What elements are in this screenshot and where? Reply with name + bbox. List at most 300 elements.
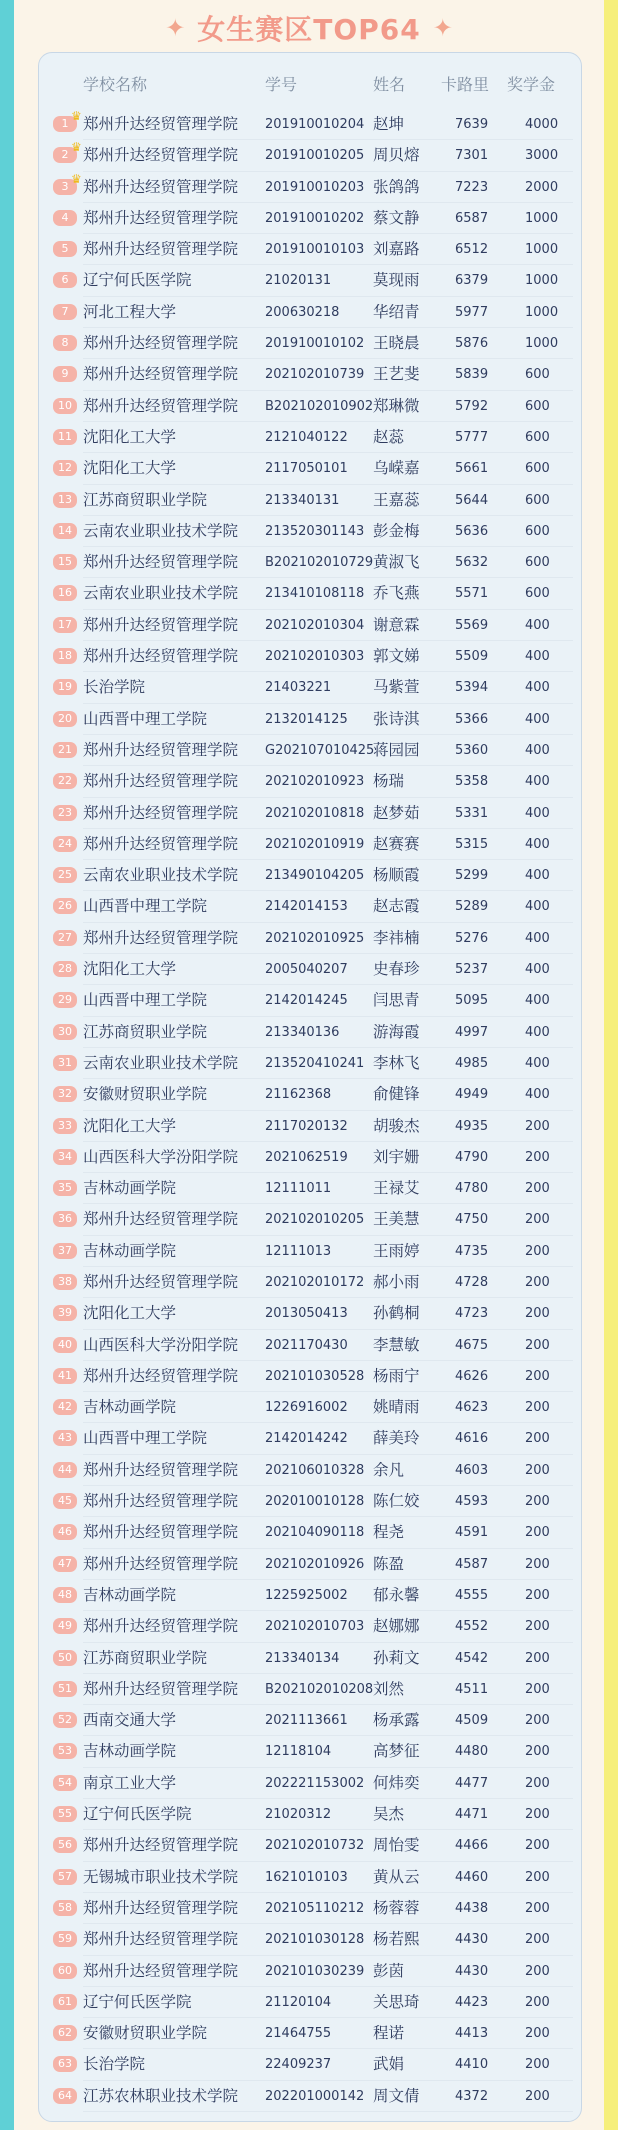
school-name: 郑州升达经贸管理学院 [83, 772, 239, 791]
rank-badge: 52 [53, 1712, 77, 1728]
calories-value: 4410 [455, 2057, 489, 2073]
school-name: 郑州升达经贸管理学院 [83, 1898, 239, 1917]
student-id: 202102010818 [265, 805, 365, 821]
table-row [39, 422, 581, 453]
award-value: 2000 [525, 179, 559, 195]
school-name: 郑州升达经贸管理学院 [83, 1272, 239, 1291]
calories-value: 4552 [455, 1619, 489, 1635]
calories-value: 4542 [455, 1650, 489, 1666]
student-id: 202101030239 [265, 1963, 365, 1979]
school-name: 郑州升达经贸管理学院 [83, 177, 239, 196]
school-name: 山西晋中理工学院 [83, 709, 208, 728]
rank-badge: 46 [53, 1524, 77, 1540]
student-id: 2005040207 [265, 962, 348, 978]
rank-badge: 60 [53, 1963, 77, 1979]
school-name: 山西医科大学汾阳学院 [83, 1335, 239, 1354]
school-name: 郑州升达经贸管理学院 [83, 1460, 239, 1479]
student-name: 郭文娣 [373, 647, 420, 666]
student-name: 王禄艾 [373, 1179, 420, 1198]
student-id: 202102010925 [265, 930, 365, 946]
rank-badge: 36 [53, 1211, 77, 1227]
student-id: 202102010926 [265, 1556, 365, 1572]
table-row [39, 1956, 581, 1987]
award-value: 200 [525, 1556, 550, 1572]
student-name: 赵娜娜 [373, 1617, 420, 1636]
title-bar [14, 6, 604, 50]
calories-value: 4509 [455, 1713, 489, 1729]
student-id: 202106010328 [265, 1462, 365, 1478]
student-name: 程诺 [373, 2024, 405, 2043]
award-value: 400 [525, 1055, 550, 1071]
calories-value: 6512 [455, 242, 489, 258]
award-value: 200 [525, 1368, 550, 1384]
student-name: 周贝熔 [373, 146, 420, 165]
award-value: 400 [525, 962, 550, 978]
student-id: 2142014245 [265, 993, 348, 1009]
student-name: 姚晴雨 [373, 1398, 420, 1417]
award-value: 400 [525, 868, 550, 884]
student-name: 薛美玲 [373, 1429, 420, 1448]
rank-badge: 18 [53, 648, 77, 664]
award-value: 600 [525, 555, 550, 571]
table-row [39, 1173, 581, 1204]
award-value: 200 [525, 1869, 550, 1885]
rank-badge: 3 [53, 179, 77, 195]
rank-badge: 35 [53, 1180, 77, 1196]
award-value: 200 [525, 1306, 550, 1322]
calories-value: 5977 [455, 304, 489, 320]
table-row [39, 985, 581, 1016]
student-id: 202101030528 [265, 1368, 365, 1384]
table-header [39, 71, 581, 99]
school-name: 江苏商贸职业学院 [83, 490, 208, 509]
student-id: 213340134 [265, 1650, 340, 1666]
student-name: 乔飞燕 [373, 584, 420, 603]
school-name: 沈阳化工大学 [83, 1304, 177, 1323]
table-row [39, 1705, 581, 1736]
award-value: 200 [525, 1494, 550, 1510]
student-name: 赵赛赛 [373, 834, 420, 853]
calories-value: 5394 [455, 680, 489, 696]
school-name: 郑州升达经贸管理学院 [83, 1554, 239, 1573]
calories-value: 4723 [455, 1306, 489, 1322]
school-name: 辽宁何氏医学院 [83, 1805, 192, 1824]
student-name: 莫现雨 [373, 271, 420, 290]
school-name: 辽宁何氏医学院 [83, 271, 192, 290]
student-name: 赵蕊 [373, 427, 405, 446]
school-name: 河北工程大学 [83, 302, 177, 321]
column-header-award: 奖学金 [507, 75, 556, 94]
school-name: 长治学院 [83, 2055, 146, 2074]
table-row [39, 1611, 581, 1642]
award-value: 600 [525, 492, 550, 508]
student-id: 202201000142 [265, 2088, 365, 2104]
student-id: 202102010739 [265, 367, 365, 383]
rank-badge: 33 [53, 1118, 77, 1134]
calories-value: 4949 [455, 1087, 489, 1103]
calories-value: 4735 [455, 1243, 489, 1259]
student-id: 213490104205 [265, 868, 365, 884]
student-id: 202221153002 [265, 1775, 365, 1791]
school-name: 郑州升达经贸管理学院 [83, 928, 239, 947]
table-row [39, 485, 581, 516]
rank-badge: 25 [53, 867, 77, 883]
student-name: 王艺斐 [373, 365, 420, 384]
calories-value: 4750 [455, 1212, 489, 1228]
calories-value: 4430 [455, 1963, 489, 1979]
award-value: 400 [525, 711, 550, 727]
student-name: 李祎楠 [373, 928, 420, 947]
student-name: 周怡雯 [373, 1836, 420, 1855]
leaderboard-card [38, 52, 582, 2122]
school-name: 江苏农林职业技术学院 [83, 2086, 239, 2105]
award-value: 200 [525, 1900, 550, 1916]
student-name: 闫思青 [373, 991, 420, 1010]
student-name: 杨顺霞 [373, 866, 420, 885]
award-value: 200 [525, 1274, 550, 1290]
student-name: 吴杰 [373, 1805, 405, 1824]
student-id: 201910010103 [265, 242, 365, 258]
calories-value: 4423 [455, 1994, 489, 2010]
student-id: 2021113661 [265, 1713, 348, 1729]
student-id: 2117020132 [265, 1118, 348, 1134]
table-row [39, 798, 581, 829]
school-name: 山西医科大学汾阳学院 [83, 1147, 239, 1166]
table-row [39, 203, 581, 234]
table-row [39, 1643, 581, 1674]
school-name: 吉林动画学院 [83, 1179, 177, 1198]
award-value: 200 [525, 1932, 550, 1948]
table-row [39, 547, 581, 578]
award-value: 200 [525, 1525, 550, 1541]
rank-badge: 41 [53, 1368, 77, 1384]
table-row [39, 735, 581, 766]
row-divider [83, 2111, 573, 2112]
award-value: 200 [525, 1149, 550, 1165]
rank-badge: 28 [53, 961, 77, 977]
student-name: 余凡 [373, 1460, 405, 1479]
sparkle-icon: ✦ [165, 14, 186, 42]
rank-badge: 43 [53, 1430, 77, 1446]
student-id: 1621010103 [265, 1869, 348, 1885]
rank-badge: 59 [53, 1931, 77, 1947]
table-row [39, 1549, 581, 1580]
student-name: 张鸽鸽 [373, 177, 420, 196]
calories-value: 5358 [455, 774, 489, 790]
student-name: 华绍青 [373, 302, 420, 321]
student-name: 孙鹤桐 [373, 1304, 420, 1323]
rank-badge: 48 [53, 1587, 77, 1603]
school-name: 郑州升达经贸管理学院 [83, 1492, 239, 1511]
award-value: 600 [525, 461, 550, 477]
student-id: 202102010732 [265, 1838, 365, 1854]
student-name: 李慧敏 [373, 1335, 420, 1354]
school-name: 郑州升达经贸管理学院 [83, 1210, 239, 1229]
column-header-student-id: 学号 [265, 75, 298, 94]
school-name: 郑州升达经贸管理学院 [83, 1523, 239, 1542]
student-name: 关思琦 [373, 1992, 420, 2011]
rank-badge: 11 [53, 429, 77, 445]
rank-badge: 23 [53, 805, 77, 821]
table-row [39, 172, 581, 203]
student-name: 刘宇姗 [373, 1147, 420, 1166]
award-value: 400 [525, 1024, 550, 1040]
table-row [39, 516, 581, 547]
school-name: 山西晋中理工学院 [83, 991, 208, 1010]
table-row [39, 1142, 581, 1173]
calories-value: 4675 [455, 1337, 489, 1353]
school-name: 沈阳化工大学 [83, 459, 177, 478]
rank-badge: 32 [53, 1086, 77, 1102]
student-id: 202102010703 [265, 1619, 365, 1635]
rank-badge: 2 [53, 147, 77, 163]
award-value: 400 [525, 742, 550, 758]
calories-value: 5839 [455, 367, 489, 383]
school-name: 郑州升达经贸管理学院 [83, 1617, 239, 1636]
calories-value: 4466 [455, 1838, 489, 1854]
award-value: 200 [525, 1775, 550, 1791]
calories-value: 4603 [455, 1462, 489, 1478]
table-row [39, 672, 581, 703]
award-value: 200 [525, 1431, 550, 1447]
calories-value: 5876 [455, 336, 489, 352]
student-name: 陈仁姣 [373, 1492, 420, 1511]
student-name: 彭金梅 [373, 521, 420, 540]
award-value: 1000 [525, 336, 559, 352]
rank-badge: 14 [53, 523, 77, 539]
student-name: 谢意霖 [373, 615, 420, 634]
table-row [39, 1674, 581, 1705]
student-id: 213520410241 [265, 1055, 365, 1071]
table-row [39, 1893, 581, 1924]
student-id: 201910010102 [265, 336, 365, 352]
school-name: 郑州升达经贸管理学院 [83, 146, 239, 165]
award-value: 200 [525, 1838, 550, 1854]
rank-badge: 62 [53, 2025, 77, 2041]
award-value: 200 [525, 1807, 550, 1823]
student-id: 202102010923 [265, 774, 365, 790]
calories-value: 5632 [455, 555, 489, 571]
calories-value: 5289 [455, 899, 489, 915]
student-id: 2013050413 [265, 1306, 348, 1322]
table-row [39, 704, 581, 735]
rank-badge: 26 [53, 898, 77, 914]
calories-value: 5792 [455, 398, 489, 414]
table-row [39, 1580, 581, 1611]
school-name: 山西晋中理工学院 [83, 1429, 208, 1448]
award-value: 200 [525, 1118, 550, 1134]
school-name: 山西晋中理工学院 [83, 897, 208, 916]
student-id: 21403221 [265, 680, 332, 696]
rank-badge: 63 [53, 2056, 77, 2072]
student-id: 2117050101 [265, 461, 348, 477]
award-value: 200 [525, 1400, 550, 1416]
school-name: 沈阳化工大学 [83, 960, 177, 979]
table-row [39, 1517, 581, 1548]
student-id: 202102010304 [265, 617, 365, 633]
table-row [39, 954, 581, 985]
student-name: 王雨婷 [373, 1241, 420, 1260]
school-name: 郑州升达经贸管理学院 [83, 334, 239, 353]
student-id: 21020131 [265, 273, 332, 289]
school-name: 江苏商贸职业学院 [83, 1022, 208, 1041]
student-name: 刘然 [373, 1679, 405, 1698]
table-row [39, 1924, 581, 1955]
award-value: 200 [525, 1212, 550, 1228]
table-row [39, 1486, 581, 1517]
student-id: G202107010425 [265, 742, 375, 758]
calories-value: 4591 [455, 1525, 489, 1541]
award-value: 400 [525, 993, 550, 1009]
rank-badge: 20 [53, 711, 77, 727]
table-row [39, 610, 581, 641]
student-id: 2142014153 [265, 899, 348, 915]
student-name: 史春珍 [373, 960, 420, 979]
table-row [39, 109, 581, 140]
student-id: 12118104 [265, 1744, 332, 1760]
rank-badge: 1 [53, 116, 77, 132]
school-name: 云南农业职业技术学院 [83, 584, 239, 603]
rank-badge: 51 [53, 1681, 77, 1697]
student-name: 杨雨宁 [373, 1366, 420, 1385]
award-value: 200 [525, 1650, 550, 1666]
rank-badge: 49 [53, 1618, 77, 1634]
table-row [39, 1799, 581, 1830]
calories-value: 4460 [455, 1869, 489, 1885]
rank-badge: 24 [53, 836, 77, 852]
award-value: 3000 [525, 148, 559, 164]
student-name: 蔡文静 [373, 208, 420, 227]
rank-badge: 58 [53, 1900, 77, 1916]
table-row [39, 1048, 581, 1079]
rank-badge: 57 [53, 1869, 77, 1885]
school-name: 云南农业职业技术学院 [83, 1053, 239, 1072]
calories-value: 4593 [455, 1494, 489, 1510]
school-name: 郑州升达经贸管理学院 [83, 803, 239, 822]
rank-badge: 45 [53, 1493, 77, 1509]
table-row [39, 2018, 581, 2049]
calories-value: 5331 [455, 805, 489, 821]
calories-value: 4790 [455, 1149, 489, 1165]
school-name: 郑州升达经贸管理学院 [83, 240, 239, 259]
crown-icon: ♛ [71, 171, 82, 186]
table-row [39, 234, 581, 265]
school-name: 郑州升达经贸管理学院 [83, 740, 239, 759]
table-row [39, 1204, 581, 1235]
rank-badge: 6 [53, 272, 77, 288]
award-value: 200 [525, 1337, 550, 1353]
student-name: 程尧 [373, 1523, 405, 1542]
calories-value: 7639 [455, 117, 489, 132]
school-name: 辽宁何氏医学院 [83, 1992, 192, 2011]
award-value: 600 [525, 586, 550, 602]
school-name: 无锡城市职业技术学院 [83, 1867, 239, 1886]
award-value: 600 [525, 429, 550, 445]
calories-value: 6379 [455, 273, 489, 289]
student-name: 胡骏杰 [373, 1116, 420, 1135]
calories-value: 4480 [455, 1744, 489, 1760]
rank-badge: 34 [53, 1149, 77, 1165]
crown-icon: ♛ [71, 109, 82, 123]
rank-badge: 16 [53, 585, 77, 601]
table-row [39, 766, 581, 797]
student-name: 赵志霞 [373, 897, 420, 916]
table-row [39, 1768, 581, 1799]
table-row [39, 829, 581, 860]
school-name: 吉林动画学院 [83, 1585, 177, 1604]
table-row [39, 1079, 581, 1110]
student-name: 黄淑飞 [373, 553, 420, 572]
calories-value: 5644 [455, 492, 489, 508]
school-name: 郑州升达经贸管理学院 [83, 1930, 239, 1949]
student-name: 王晓晨 [373, 334, 420, 353]
student-id: 12111011 [265, 1181, 332, 1197]
table-row [39, 1736, 581, 1767]
calories-value: 6587 [455, 210, 489, 226]
calories-value: 5569 [455, 617, 489, 633]
rank-badge: 27 [53, 930, 77, 946]
calories-value: 5237 [455, 962, 489, 978]
table-row [39, 1392, 581, 1423]
school-name: 郑州升达经贸管理学院 [83, 1961, 239, 1980]
award-value: 200 [525, 1587, 550, 1603]
table-row [39, 578, 581, 609]
rank-badge: 44 [53, 1462, 77, 1478]
award-value: 400 [525, 1087, 550, 1103]
calories-value: 4587 [455, 1556, 489, 1572]
student-id: 2132014125 [265, 711, 348, 727]
rank-badge: 22 [53, 773, 77, 789]
table-row [39, 2081, 581, 2112]
student-id: 21464755 [265, 2026, 332, 2042]
rank-badge: 38 [53, 1274, 77, 1290]
student-id: B202102010729 [265, 555, 374, 571]
student-id: 2121040122 [265, 429, 348, 445]
student-id: 201910010202 [265, 210, 365, 226]
leaderboard-rows [39, 109, 581, 2112]
school-name: 郑州升达经贸管理学院 [83, 647, 239, 666]
rank-badge: 30 [53, 1024, 77, 1040]
student-name: 孙莉文 [373, 1648, 420, 1667]
table-row [39, 1361, 581, 1392]
school-name: 郑州升达经贸管理学院 [83, 553, 239, 572]
table-row [39, 1330, 581, 1361]
rank-badge: 13 [53, 492, 77, 508]
student-name: 乌嵘嘉 [373, 459, 420, 478]
student-name: 郁永馨 [373, 1585, 420, 1604]
student-id: 213340136 [265, 1024, 340, 1040]
rank-badge: 9 [53, 366, 77, 382]
table-row [39, 297, 581, 328]
award-value: 400 [525, 836, 550, 852]
award-value: 200 [525, 2026, 550, 2042]
student-name: 赵坤 [373, 115, 405, 133]
crown-icon: ♛ [71, 140, 82, 155]
rank-badge: 15 [53, 554, 77, 570]
column-header-school: 学校名称 [83, 75, 148, 94]
student-name: 彭茵 [373, 1961, 405, 1980]
student-id: 202102010919 [265, 836, 365, 852]
calories-value: 5636 [455, 523, 489, 539]
award-value: 1000 [525, 242, 559, 258]
award-value: 200 [525, 1994, 550, 2010]
rank-badge: 56 [53, 1837, 77, 1853]
student-id: 2142014242 [265, 1431, 348, 1447]
student-name: 杨瑞 [373, 772, 405, 791]
calories-value: 5299 [455, 868, 489, 884]
student-name: 李林飞 [373, 1053, 420, 1072]
student-name: 武娟 [373, 2055, 405, 2074]
